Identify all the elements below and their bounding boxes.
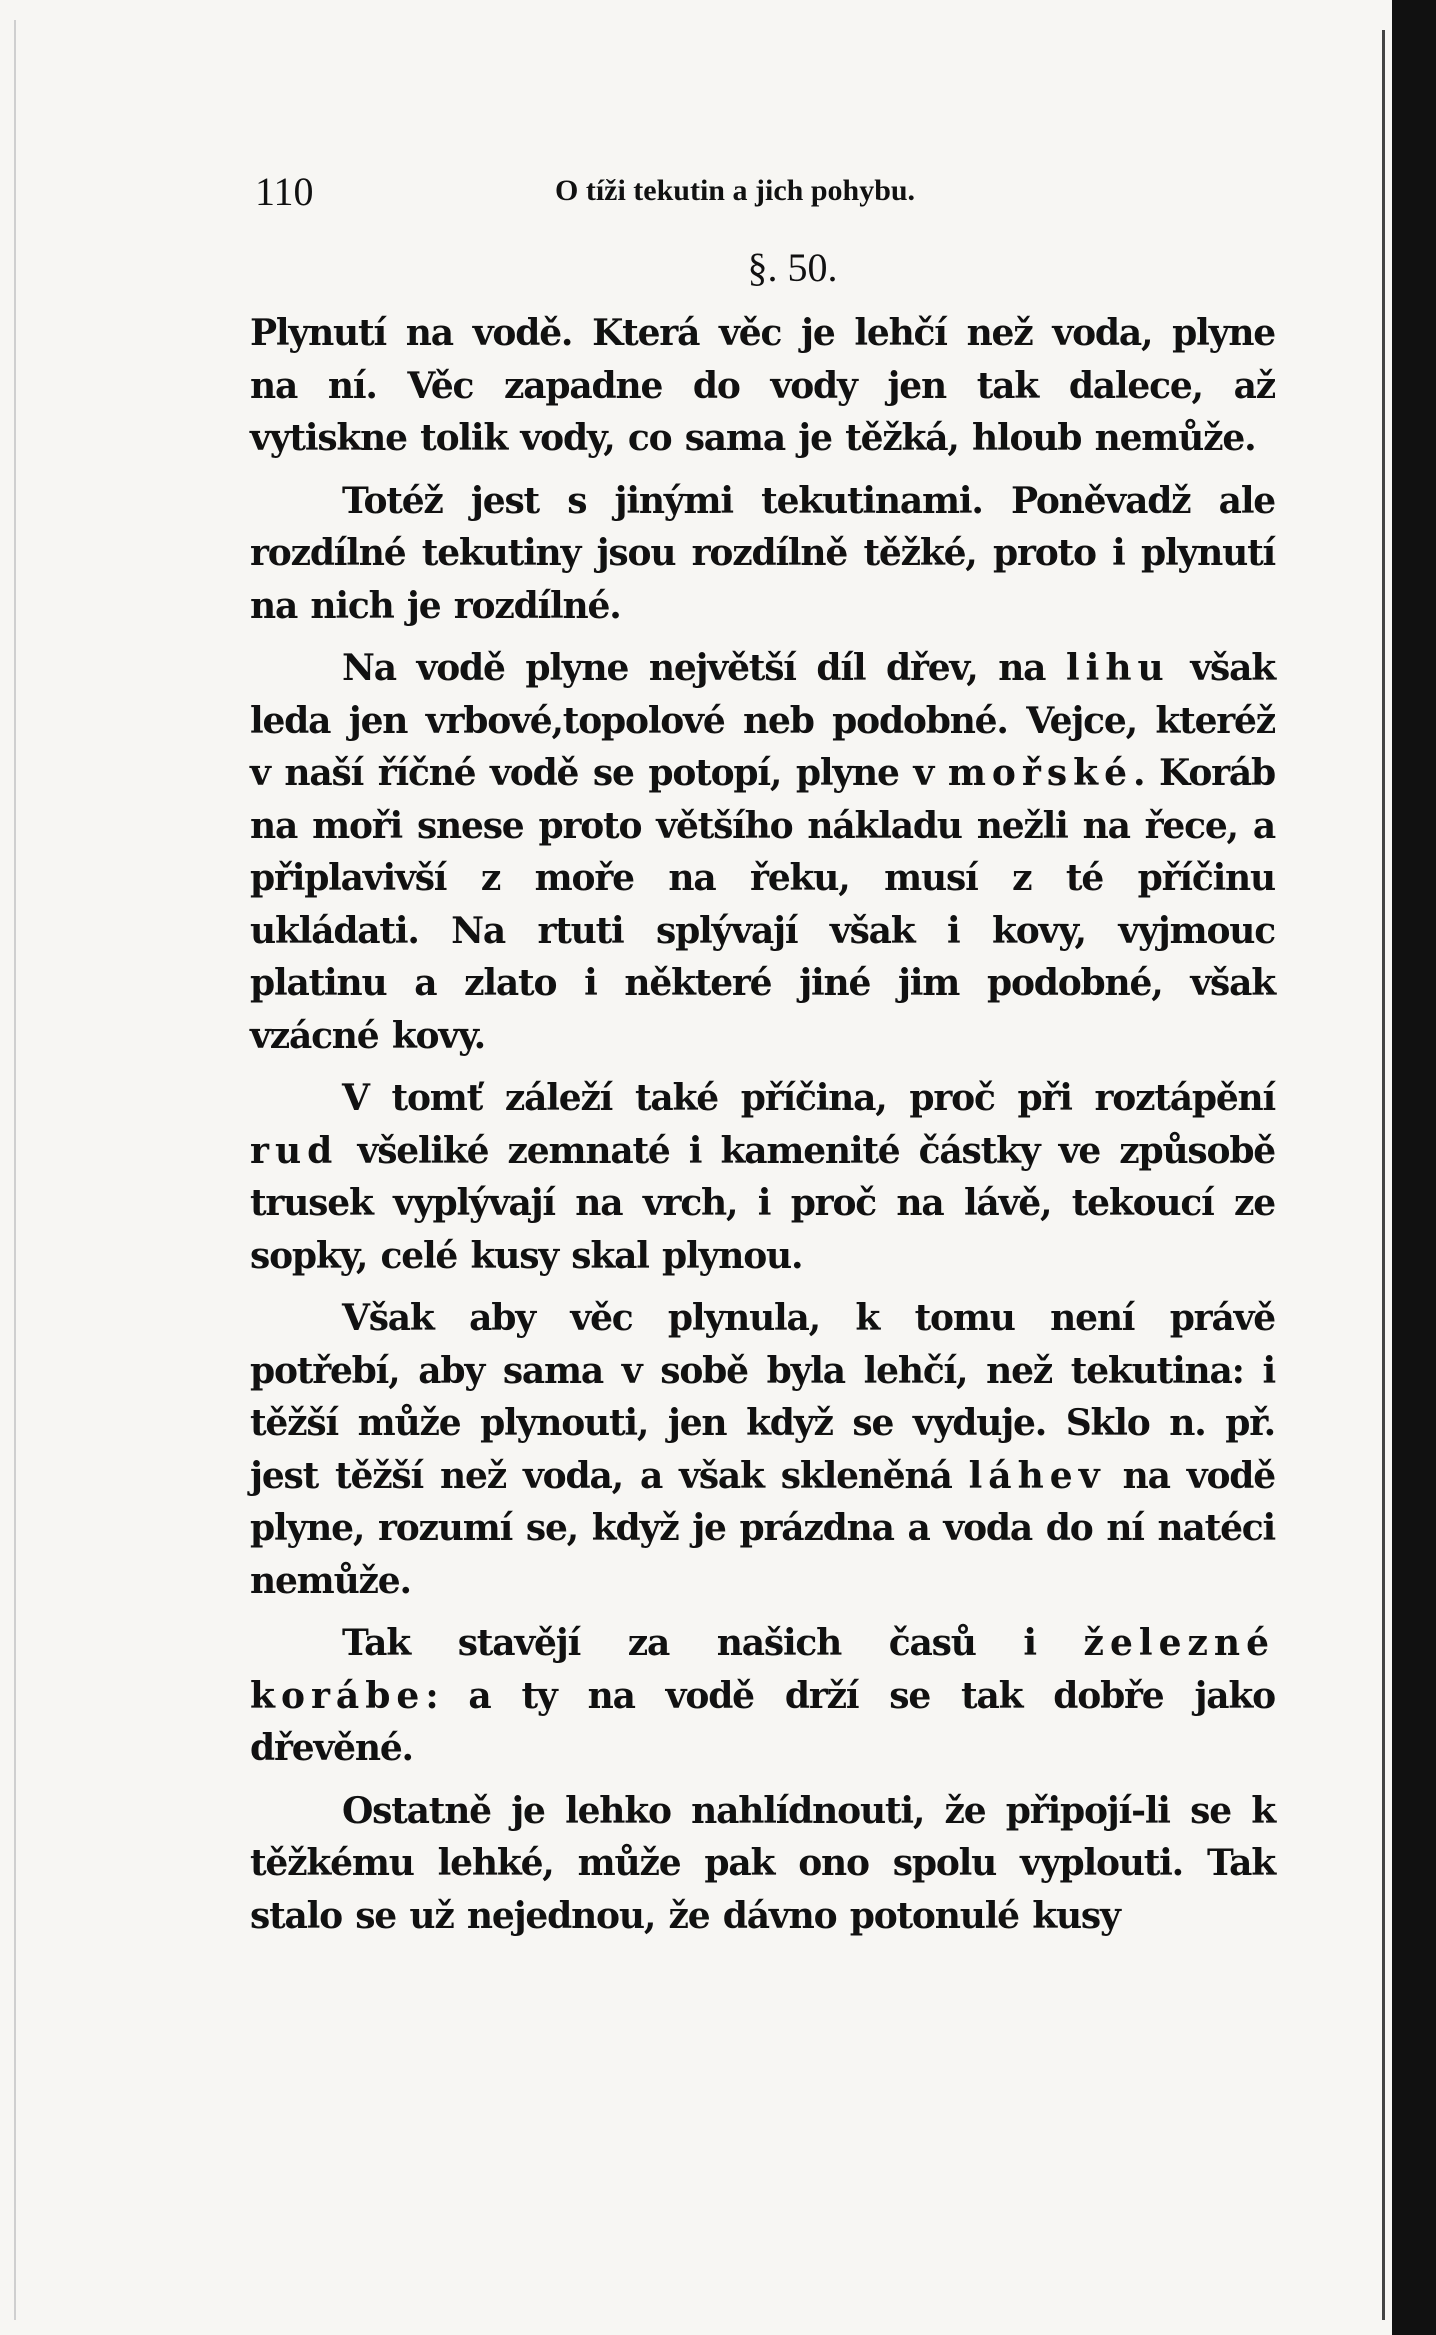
paragraph-5	[250, 1292, 1275, 1607]
paragraph-4	[250, 1072, 1275, 1282]
paragraph-heading: Plynutí na vodě.	[250, 312, 573, 354]
page-text-block	[250, 160, 1275, 1952]
paragraph-5-part-1: Však aby věc plynula, k tomu není právě potřebí, aby sama v sobě byla lehčí, než tekutina: i těžší může plynouti, jen když se vyduje. Sklo n. př. jest těžší než voda, a však skleněná	[250, 1297, 1275, 1497]
paragraph-4-part-1: V tomť záleží také příčina, proč při roztápění	[342, 1077, 1275, 1119]
paragraph-7: Ostatně je lehko nahlídnouti, že připojí-li se k těžkému lehké, může pak ono spolu vyplouti. Tak stalo se už nejednou, že dávno potonulé kusy	[250, 1789, 1275, 1937]
paragraph-3-part-3: . Koráb na moři snese proto většího nákladu nežli na řece, a připlavivší z moře na řeku, musí z té příčinu ukládati. Na rtuti splývají však i kovy, vyjmouc platinu a zlato i některé jiné jim podobné, však vzácné kovy.	[250, 752, 1275, 1057]
paragraph-3	[250, 642, 1275, 1062]
emphasis-rud: rud	[250, 1129, 339, 1172]
emphasis-lihu: lihu	[1065, 647, 1170, 689]
section-number: §. 50.	[747, 245, 838, 290]
paragraph-3-part-2: však leda jen vrbové,topolové neb podobné. Vejce, kteréž v naší říčné vodě se potopí, plyne v	[250, 647, 1275, 794]
emphasis-zelezne-korabe: železné korábe	[250, 1622, 1275, 1717]
paragraph-6-part-1: Tak stavějí za našich časů i	[342, 1622, 1084, 1664]
paragraph-3-part-1: Na vodě plyne největší díl dřev, na	[342, 647, 1066, 689]
page-header	[250, 160, 1275, 240]
emphasis-lahev: láhev	[968, 1454, 1106, 1497]
paragraph-6-part-2: : a ty na vodě drží se tak dobře jako dřevěné.	[250, 1674, 1275, 1769]
paragraph-1-text: Která věc je lehčí než voda, plyne na ní. Věc zapadne do vody jen tak dalece, až vytiskne tolik vody, co sama je těžká, hloub nemůže.	[250, 312, 1275, 459]
page-right-shadow	[1392, 0, 1436, 2335]
paragraph-1	[250, 307, 1275, 465]
paragraph-2: Totéž jest s jinými tekutinami. Poněvadž ale rozdílné tekutiny jsou rozdílně těžké, proto i plynutí na nich je rozdílné.	[250, 479, 1275, 627]
paragraph-5-part-2: na vodě plyne, rozumí se, když je prázdna a voda do ní natéci nemůže.	[250, 1454, 1275, 1602]
paragraph-6	[250, 1617, 1275, 1775]
page-number: 110	[255, 169, 314, 214]
emphasis-morske: mořské	[947, 752, 1133, 794]
paragraph-4-part-2: všeliké zemnaté i kamenité částky ve způsobě trusek vyplývají na vrch, i proč na lávě, tekoucí ze sopky, celé kusy skal plynou.	[250, 1129, 1275, 1277]
page-left-edge	[14, 20, 16, 2320]
running-title: O tíži tekutin a jich pohybu.	[555, 174, 916, 207]
page-gutter-line	[1382, 30, 1385, 2320]
